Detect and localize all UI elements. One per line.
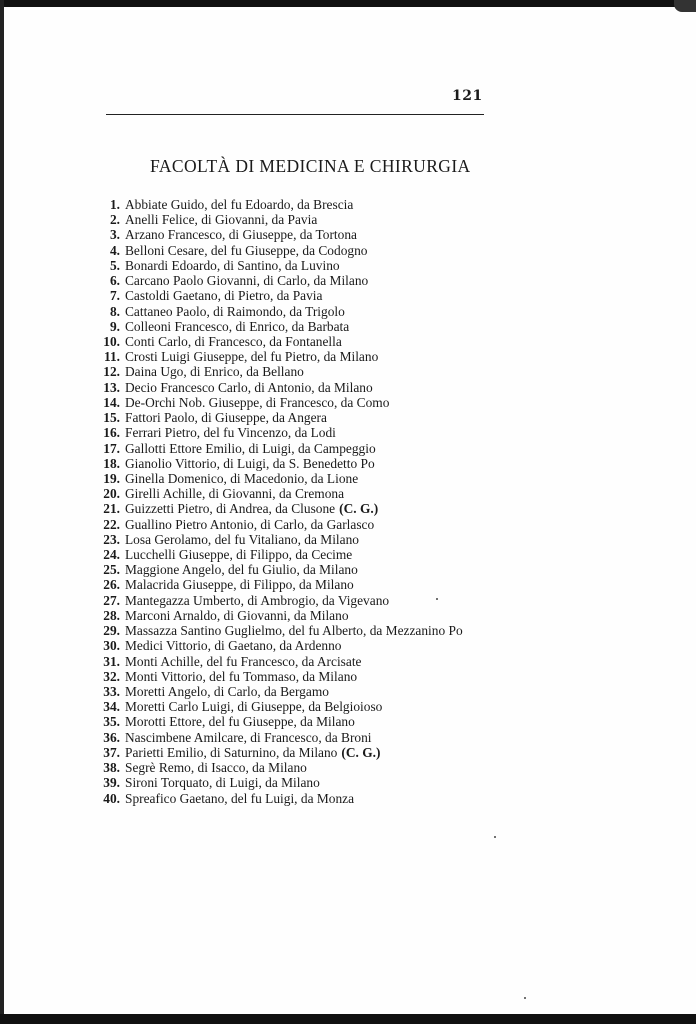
list-item-number: 10. <box>103 333 120 349</box>
list-item <box>90 380 463 395</box>
list-item-number: 16. <box>103 425 120 441</box>
list-item-text: Monti Achille, del fu Francesco, da Arcisate <box>125 653 362 669</box>
student-list <box>90 197 463 806</box>
list-item-text: Crosti Luigi Giuseppe, del fu Pietro, da Milano <box>125 349 379 365</box>
list-item-number: 6. <box>109 273 120 289</box>
list-item-text: Spreafico Gaetano, del fu Luigi, da Monza <box>125 790 355 806</box>
list-item-number: 5. <box>109 257 120 273</box>
list-item-number: 8. <box>109 303 120 319</box>
list-item-number: 26. <box>103 577 120 593</box>
list-item <box>90 258 463 273</box>
page-number: 121 <box>452 88 483 104</box>
list-item <box>90 745 463 760</box>
list-item-number: 31. <box>103 653 120 669</box>
list-item <box>90 562 463 577</box>
list-item-text: Mantegazza Umberto, di Ambrogio, da Vigevano <box>125 592 390 608</box>
list-item-text: Moretti Angelo, di Carlo, da Bergamo <box>125 684 329 699</box>
list-item-number: 7. <box>109 288 120 304</box>
list-item-text: Marconi Arnaldo, di Giovanni, da Milano <box>125 607 349 623</box>
list-item-number: 28. <box>103 607 120 623</box>
list-item-text: Decio Francesco Carlo, di Antonio, da Milano <box>125 379 373 395</box>
header-rule <box>106 114 484 115</box>
list-item-number: 22. <box>103 516 120 532</box>
list-item <box>90 395 463 410</box>
list-item <box>90 212 463 227</box>
list-item-text: Ginella Domenico, di Macedonio, da Lione <box>125 470 359 486</box>
list-item <box>90 654 463 669</box>
list-item-text: Morotti Ettore, del fu Giuseppe, da Milano <box>125 714 355 730</box>
list-item-number: 34. <box>103 699 120 715</box>
list-item <box>90 699 463 714</box>
list-item-text: Ferrari Pietro, del fu Vincenzo, da Lodi <box>125 425 336 441</box>
list-item-text: Guizzetti Pietro, di Andrea, da Clusone <box>125 501 336 517</box>
list-item <box>90 364 463 379</box>
list-item <box>90 730 463 745</box>
list-item-text: Daina Ugo, di Enrico, da Bellano <box>125 364 304 380</box>
list-item-text: Bonardi Edoardo, di Santino, da Luvino <box>125 257 340 273</box>
list-item <box>90 775 463 790</box>
list-item-number: 27. <box>103 592 120 608</box>
list-item-number: 35. <box>103 714 120 730</box>
list-item <box>90 517 463 532</box>
list-item-text: Belloni Cesare, del fu Giuseppe, da Codogno <box>125 242 368 258</box>
list-item <box>90 577 463 592</box>
list-item-text: Nascimbene Amilcare, di Francesco, da Broni <box>125 729 372 745</box>
scan-speck <box>494 836 496 838</box>
list-item-text: Lucchelli Giuseppe, di Filippo, da Cecime <box>125 547 353 563</box>
list-item-text: Parietti Emilio, di Saturnino, da Milano <box>125 744 338 760</box>
list-item <box>90 334 463 349</box>
list-item-text: Moretti Carlo Luigi, di Giuseppe, da Belgioioso <box>125 699 383 715</box>
list-item-text: Losa Gerolamo, del fu Vitaliano, da Milano <box>125 531 359 547</box>
scan-border-bottom <box>0 1014 696 1024</box>
list-item-number: 39. <box>103 775 120 791</box>
list-item <box>90 791 463 806</box>
list-item-number: 29. <box>103 623 120 639</box>
list-item-number: 12. <box>103 364 120 380</box>
list-item <box>90 441 463 456</box>
scan-speck <box>524 997 526 999</box>
list-item-text: Guallino Pietro Antonio, di Carlo, da Garlasco <box>125 516 375 532</box>
list-item-number: 24. <box>103 547 120 563</box>
list-item-number: 32. <box>103 668 120 684</box>
list-item-text: Malacrida Giuseppe, di Filippo, da Milano <box>125 577 354 593</box>
list-item-number: 4. <box>109 242 120 258</box>
list-item <box>90 288 463 303</box>
scan-corner-mark <box>674 0 696 12</box>
list-item <box>90 425 463 440</box>
list-item-number: 1. <box>109 197 120 212</box>
list-item <box>90 410 463 425</box>
list-item-text: Sironi Torquato, di Luigi, da Milano <box>125 775 320 791</box>
list-item-number: 38. <box>103 760 120 776</box>
list-item-text: Segrè Remo, di Isacco, da Milano <box>125 760 307 776</box>
list-item-number: 36. <box>103 729 120 745</box>
list-item-text: De-Orchi Nob. Giuseppe, di Francesco, da Como <box>125 394 390 410</box>
list-item-number: 20. <box>103 486 120 502</box>
list-item-note: (C. G.) <box>341 744 381 760</box>
list-item-text: Gianolio Vittorio, di Luigi, da S. Benedetto Po <box>125 455 375 471</box>
scan-speck <box>436 598 438 600</box>
list-item <box>90 319 463 334</box>
list-item-number: 3. <box>109 227 120 243</box>
list-item-number: 30. <box>103 638 120 654</box>
list-item-text: Anelli Felice, di Giovanni, da Pavia <box>125 212 318 228</box>
list-item-text: Cattaneo Paolo, di Raimondo, da Trigolo <box>125 303 345 319</box>
list-item-number: 13. <box>103 379 120 395</box>
list-item-number: 21. <box>103 501 120 517</box>
list-item <box>90 243 463 258</box>
section-title: FACOLTÀ DI MEDICINA E CHIRURGIA <box>150 156 471 176</box>
list-item <box>90 456 463 471</box>
list-item-text: Medici Vittorio, di Gaetano, da Ardenno <box>125 638 342 654</box>
list-item-text: Monti Vittorio, del fu Tommaso, da Milano <box>125 668 358 684</box>
list-item-number: 14. <box>103 394 120 410</box>
list-item-number: 23. <box>103 531 120 547</box>
list-item <box>90 471 463 486</box>
list-item-number: 15. <box>103 410 120 426</box>
list-item-text: Abbiate Guido, del fu Edoardo, da Brescia <box>125 197 354 212</box>
list-item <box>90 623 463 638</box>
list-item <box>90 669 463 684</box>
list-item-text: Colleoni Francesco, di Enrico, da Barbata <box>125 318 350 334</box>
list-item-text: Carcano Paolo Giovanni, di Carlo, da Milano <box>125 273 369 289</box>
list-item <box>90 547 463 562</box>
list-item-text: Maggione Angelo, del fu Giulio, da Milano <box>125 562 358 578</box>
list-item-number: 17. <box>103 440 120 456</box>
list-item <box>90 273 463 288</box>
list-item <box>90 684 463 699</box>
list-item-number: 33. <box>103 684 120 699</box>
list-item <box>90 304 463 319</box>
list-item <box>90 532 463 547</box>
list-item-number: 19. <box>103 470 120 486</box>
list-item-number: 40. <box>103 790 120 806</box>
list-item <box>90 227 463 242</box>
list-item-text: Castoldi Gaetano, di Pietro, da Pavia <box>125 288 323 304</box>
list-item-text: Massazza Santino Guglielmo, del fu Alberto, da Mezzanino Po <box>125 623 463 639</box>
list-item <box>90 638 463 653</box>
list-item-number: 2. <box>109 212 120 228</box>
list-item-number: 37. <box>103 744 120 760</box>
list-item-number: 25. <box>103 562 120 578</box>
list-item <box>90 349 463 364</box>
list-item <box>90 608 463 623</box>
list-item-text: Gallotti Ettore Emilio, di Luigi, da Campeggio <box>125 440 376 456</box>
list-item-number: 11. <box>104 349 120 365</box>
list-item-text: Arzano Francesco, di Giuseppe, da Tortona <box>125 227 357 243</box>
list-item <box>90 197 463 212</box>
scan-border-left <box>0 0 4 1024</box>
list-item-note: (C. G.) <box>339 501 379 517</box>
list-item-number: 18. <box>103 455 120 471</box>
list-item <box>90 714 463 729</box>
list-item <box>90 593 463 608</box>
list-item <box>90 760 463 775</box>
list-item <box>90 501 463 516</box>
list-item <box>90 486 463 501</box>
list-item-text: Conti Carlo, di Francesco, da Fontanella <box>125 333 342 349</box>
list-item-text: Fattori Paolo, di Giuseppe, da Angera <box>125 410 327 426</box>
scan-border-top <box>0 0 696 7</box>
list-item-text: Girelli Achille, di Giovanni, da Cremona <box>125 486 345 502</box>
list-item-number: 9. <box>109 318 120 334</box>
